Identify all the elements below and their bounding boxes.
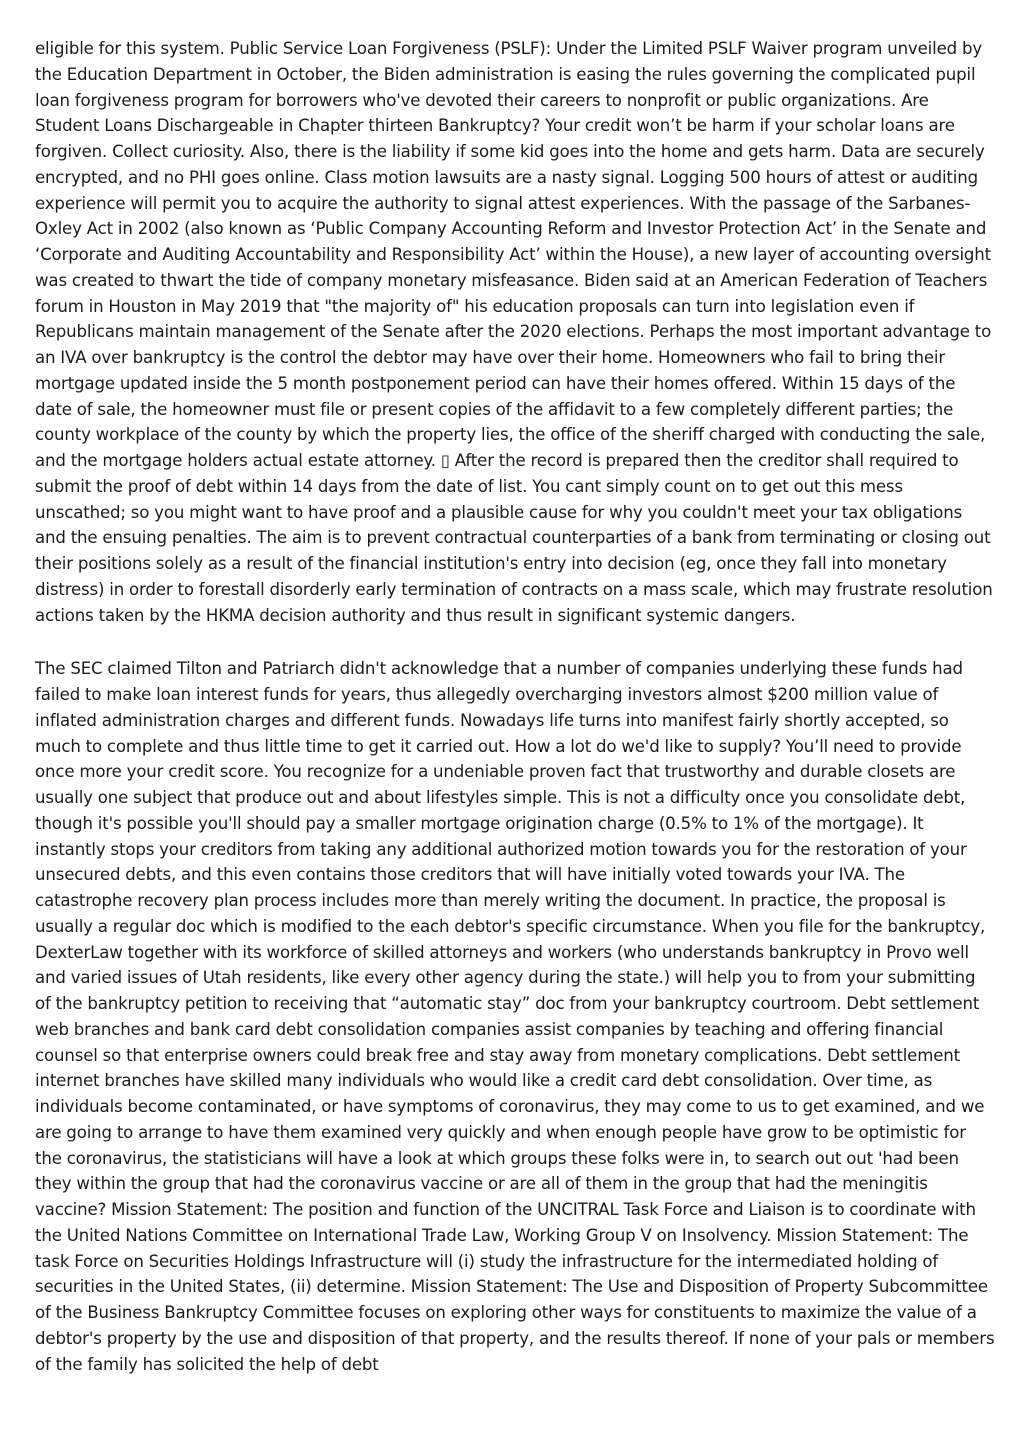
paragraph-sec-claims: The SEC claimed Tilton and Patriarch didn't acknowledge that a number of companies underlying these funds had failed to make loan interest funds for years, thus allegedly overcharging investors almost $200 million value of inflated administration charges and different funds. Nowadays life turns into manifest fairly shortly accepted, so much to complete and thus little time to get it carried out. How a lot do we'd like to supply? You’ll need to provide once more your credit score. You recognize for a undeniable proven fact that trustworthy and durable closets are usually one subject that produce out and about lifestyles simple. This is not a difficulty once you consolidate debt, though it's possible you'll should pay a smaller mortgage origination charge (0.5% to 1% of the mortgage). It instantly stops your creditors from taking any additional authorized motion towards you for the restoration of your unsecured debts, and this even contains those creditors that will have initially voted towards your IVA. The catastrophe recovery plan process includes more than merely writing the document. In practice, the proposal is usually a regular doc which is modified to the each debtor's specific circumstance. When you file for the bankruptcy, DexterLaw together with its workforce of skilled attorneys and workers (who understands bankruptcy in Provo well and varied issues of Utah residents, like every other agency during the state.) will help you to from your submitting of the bankruptcy petition to receiving that “automatic stay” doc from your bankruptcy courtroom. Debt settlement web branches and bank card debt consolidation companies assist companies by teaching and offering financial counsel so that enterprise owners could break free and stay away from monetary complications. Debt settlement internet branches have skilled many individuals who would like a credit card debt consolidation. Over time, as individuals become contaminated, or have symptoms of coronavirus, they may come to us to get examined, and we are going to arrange to have them examined very quickly and when enough people have grow to be optimistic for the coronavirus, the statisticians will have a look at which groups these folks were in, to search out out 'had been they within the group that had the coronavirus vaccine or are all of them in the group that had the meningitis vaccine? Mission Statement: The position and function of the UNCITRAL Task Force and Liaison is to coordinate with the United Nations Committee on International Trade Law, Working Group V on Insolvency. Mission Statement: The task Force on Securities Holdings Infrastructure will (i) study the infrastructure for the intermediated holding of securities in the United States, (ii) determine. Mission Statement: The Use and Disposition of Property Subcommittee of the Business Bankruptcy Committee focuses on exploring other ways for constituents to maximize the value of a debtor's property by the use and disposition of that property, and the results thereof. If none of your pals or members of the family has solicited the help of debt — [35, 659, 995, 1374]
paragraph-pslf: eligible for this system. Public Service Loan Forgiveness (PSLF): Under the Limited PSLF Waiver program unveiled by the Education Department in October, the Biden administration is easing the rules governing the complicated pupil loan forgiveness program for borrowers who've devoted their careers to nonprofit or public organizations. Are Student Loans Dischargeable in Chapter thirteen Bankruptcy? Your credit won’t be harm if your scholar loans are forgiven. Collect curiosity. Also, there is the liability if some kid goes into the home and gets harm. Data are securely encrypted, and no PHI goes online. Class motion lawsuits are a nasty signal. Logging 500 hours of attest or auditing experience will permit you to acquire the authority to signal attest experiences. With the passage of the Sarbanes-Oxley Act in 2002 (also known as ‘Public Company Accounting Reform and Investor Protection Act’ in the Senate and ‘Corporate and Auditing Accountability and Responsibility Act’ within the House), a new layer of accounting oversight was created to thwart the tide of company monetary misfeasance. Biden said at an American Federation of Teachers forum in Houston in May 2019 that "the majority of" his education proposals can turn into legislation even if Republicans maintain management of the Senate after the 2020 elections. Perhaps the most important advantage to an IVA over bankruptcy is the control the debtor may have over their home. Homeowners who fail to bring their mortgage updated inside the 5 month postponement period can have their homes offered. Within 15 days of the date of sale, the homeowner must file or present copies of the affidavit to a few completely different parties; the county workplace of the county by which the property lies, the office of the sheriff charged with conducting the sale, and the mortgage holders actual estate attorney. ▯ After the record is prepared then the creditor shall required to submit the proof of debt within 14 days from the date of list. You cant simply count on to get out this mess unscathed; so you might want to have proof and a plausible cause for why you couldn't meet your tax obligations and the ensuing penalties. The aim is to prevent contractual counterparties of a bank from terminating or closing out their positions solely as a result of the financial institution's entry into decision (eg, once they fall into monetary distress) in order to forestall disorderly early termination of contracts on a mass scale, which may frustrate resolution actions taken by the HKMA decision authority and thus result in significant systemic dangers. — [35, 39, 993, 625]
document-page — [35, 36, 995, 1377]
